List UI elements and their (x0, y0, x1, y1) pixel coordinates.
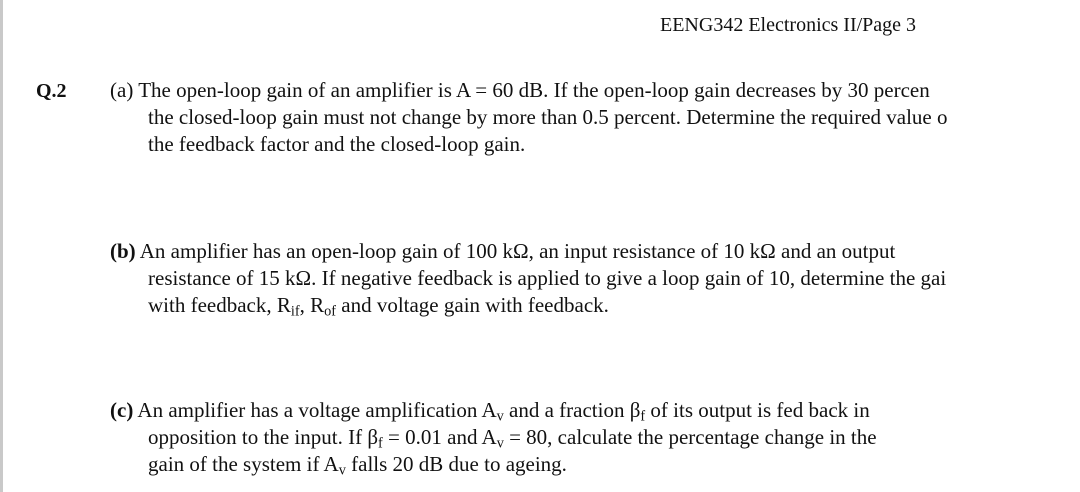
part-b-line-3: with feedback, $R_{if}$, $R_{of}$ and voltage gain with feedback. (148, 293, 609, 320)
part-b-line-2: resistance of 15 kΩ. If negative feedback is applied to give a loop gain of 10, determine the gai (148, 266, 947, 290)
part-c-line-3: gain of the system if $A_v$ falls 20 dB due to ageing. (148, 452, 567, 479)
part-a-marker: (a) (110, 78, 134, 102)
part-b-marker: (b) (110, 239, 136, 263)
question-part-b (110, 238, 946, 319)
part-a-line-1: (a) The open-loop gain of an amplifier is A = 60 dB. If the open-loop gain decreases by 30 percen (110, 78, 930, 102)
question-part-c (110, 397, 877, 478)
question-part-a (110, 77, 948, 158)
part-a-line-3: the feedback factor and the closed-loop gain. (148, 132, 526, 156)
question-number: Q.2 (36, 80, 67, 102)
part-c-marker: (c) (110, 398, 134, 422)
page-header: EENG342 Electronics II/Page 3 (660, 14, 917, 36)
part-c-line-1: (c) An amplifier has a voltage amplification $A_v$ and a fraction $\beta_f$ of its output is fed back in (110, 398, 870, 425)
part-b-line-1: (b) An amplifier has an open-loop gain of 100 kΩ, an input resistance of 10 kΩ and an output (110, 239, 896, 263)
page-left-edge (0, 0, 3, 492)
part-a-line-2: the closed-loop gain must not change by more than 0.5 percent. Determine the required value o (148, 105, 948, 129)
part-c-line-2: opposition to the input. If $\beta_f = 0.01$ and $A_v = 80$, calculate the percentage change in the (148, 425, 877, 452)
